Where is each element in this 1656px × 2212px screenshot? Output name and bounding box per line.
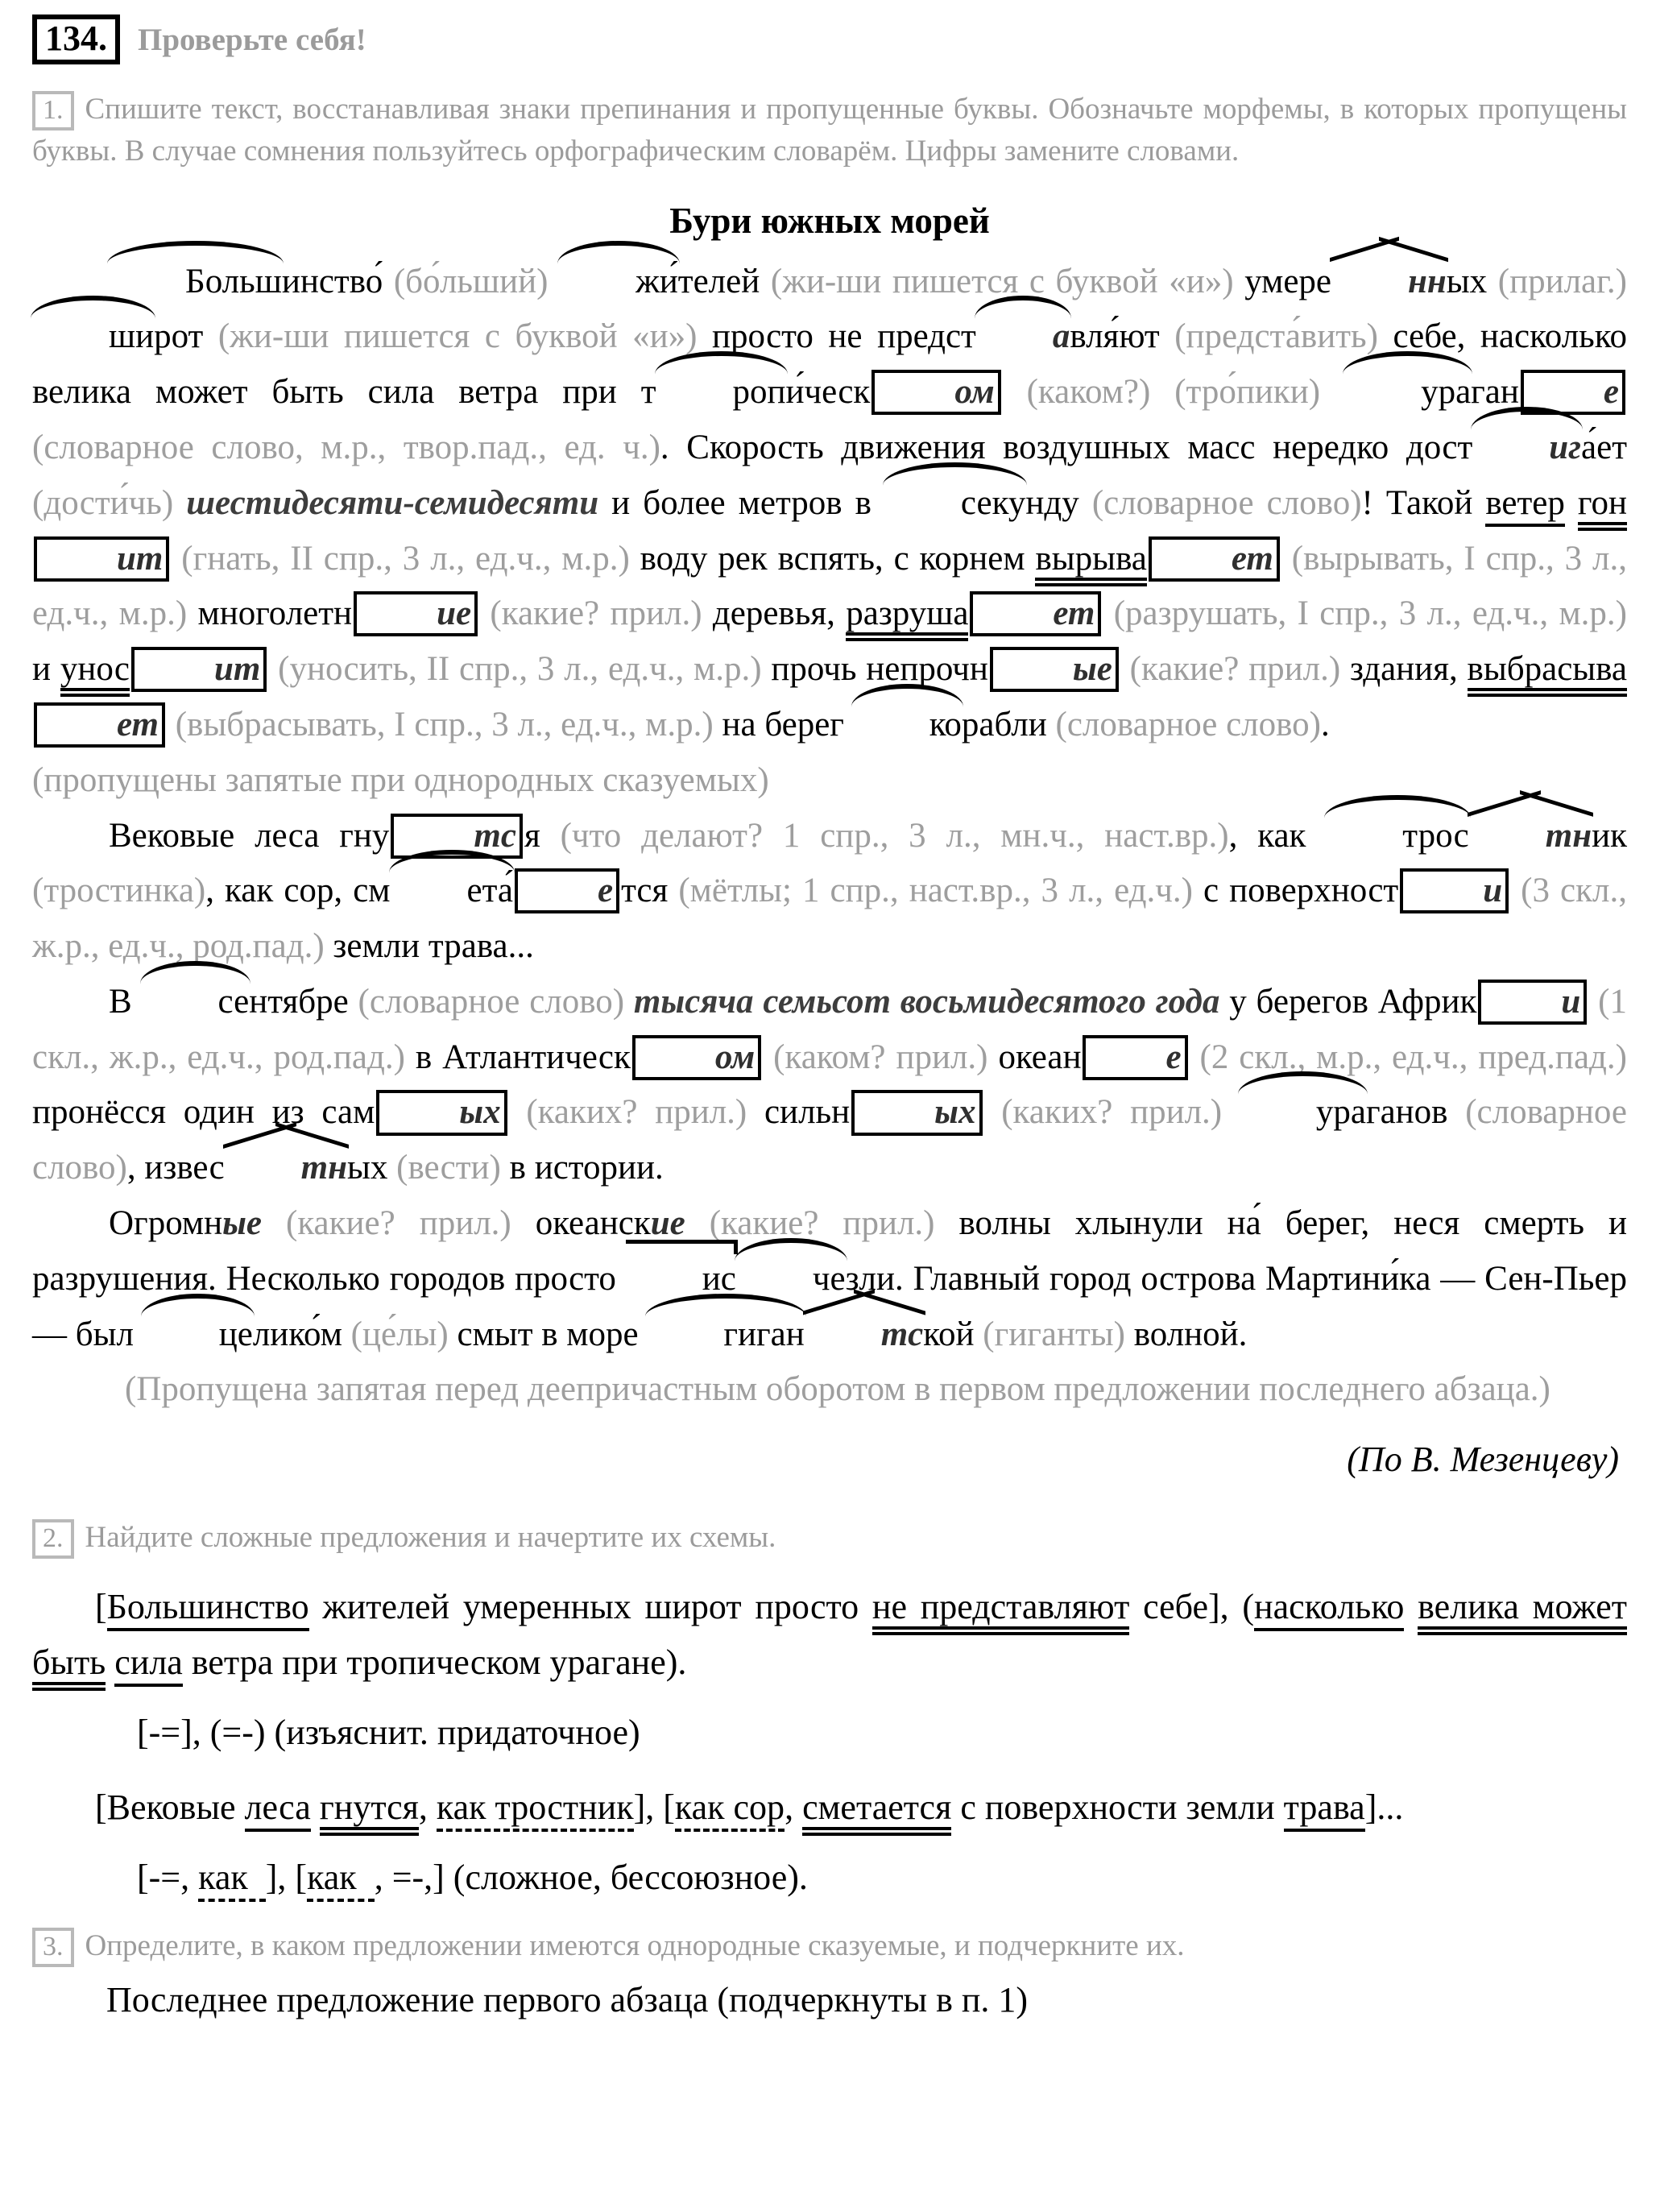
text-segment: жи́: [559, 255, 678, 310]
essay-paragraph-1: [32, 255, 1627, 753]
text-segment: [-=,: [137, 1857, 199, 1897]
annotation-text: (какие? прил.): [1120, 650, 1350, 689]
ending-box: ет: [1149, 536, 1280, 582]
text-segment: лико́м: [252, 1315, 342, 1353]
text-segment: разруша: [846, 594, 968, 641]
text-segment: т: [640, 373, 656, 412]
ending-box: ых: [851, 1090, 982, 1135]
annotation-text: (гиганты): [974, 1315, 1134, 1353]
ending-box: и: [1478, 980, 1587, 1025]
task1-instruction-text: Спишите текст, восстанавливая знаки препинания и пропущенные буквы. Обозначьте морфемы, в которых пропущены буквы. В случае сомнения пользуйтесь орфографическим словарём. Цифры замените словами.: [32, 93, 1627, 168]
text-segment: гон: [1578, 484, 1627, 531]
text-segment: , как сор,: [205, 872, 354, 910]
text-segment: см: [353, 872, 391, 910]
text-segment: ета́: [391, 864, 514, 919]
ending-box: ет: [34, 702, 165, 748]
text-segment: ,: [418, 1787, 437, 1827]
text-segment: сила: [114, 1642, 183, 1687]
text-segment: как тростник: [437, 1787, 634, 1832]
text-segment: дост: [1406, 428, 1473, 466]
text-segment: смыт в море: [457, 1315, 648, 1353]
text-segment: а: [976, 309, 1070, 365]
text-segment: тс: [805, 1307, 924, 1363]
text-segment: роп: [656, 365, 786, 420]
text-segment: [-=], (=-) (изъяснит. придаточное): [137, 1712, 640, 1752]
text-segment: трос: [1326, 809, 1468, 864]
ending-box: ом: [871, 370, 1000, 415]
text-segment: океанск: [535, 1204, 651, 1243]
task2-instruction: [32, 1517, 1627, 1559]
text-segment: рабли: [961, 705, 1047, 744]
text-segment: себе, насколько велика может быть сила ветра при: [32, 317, 1627, 412]
text-segment: у берегов Африк: [1219, 982, 1477, 1021]
text-segment: шестидесяти-семидесяти: [186, 483, 599, 522]
annotation-text: (выбрасывать, I спр., 3 л., ед.ч., м.р.): [166, 705, 722, 744]
text-segment: волны хлынули на́ берег, неся смерть и разрушения. Несколько городов просто: [32, 1204, 1627, 1298]
text-segment: се: [142, 975, 250, 1030]
task2-sentence-1: [32, 1580, 1627, 1689]
annotation-text: (мётлы; 1 спр., наст.вр., 3 л., ед.ч.): [668, 872, 1203, 910]
text-segment: [311, 1787, 320, 1827]
text-segment: нду: [1025, 483, 1079, 522]
text-segment: как сор: [675, 1787, 785, 1832]
annotation-text: (Пропущена запятая перед деепричастным оборотом в первом предложении последнего абзаца.): [125, 1370, 1550, 1409]
text-segment: ура: [1240, 1085, 1366, 1141]
text-segment: ган: [1471, 373, 1519, 412]
ending-box: ие: [354, 591, 478, 636]
annotation-text: (каких? прил.): [983, 1093, 1240, 1132]
task3-number-badge: 3.: [32, 1928, 74, 1967]
annotation-text: (словарное слово): [348, 982, 634, 1021]
text-segment: ], [: [633, 1787, 675, 1827]
text-segment: в Атлантическ: [415, 1038, 631, 1076]
text-segment: . Скорость движения воздушных масс нередко: [660, 428, 1406, 466]
text-segment: Огромн: [109, 1204, 223, 1243]
text-segment: ых: [347, 1149, 388, 1187]
text-segment: леса: [245, 1787, 311, 1832]
text-segment: ик: [1592, 816, 1627, 855]
text-segment: на берег: [722, 705, 853, 744]
text-segment: тся: [621, 872, 669, 910]
exercise-subtitle: Проверьте себя!: [138, 22, 366, 57]
text-segment: ветра при тропическом урагане).: [182, 1642, 687, 1682]
ending-box: ит: [34, 536, 169, 582]
ending-box: е: [515, 868, 619, 913]
text-segment: волной.: [1133, 1315, 1248, 1353]
annotation-text: (прилаг.): [1487, 262, 1627, 300]
annotation-text: (каком? прил.): [763, 1038, 999, 1076]
annotation-text: (предста́вить): [1159, 317, 1393, 356]
text-segment: жителей умеренных широт просто: [308, 1587, 872, 1627]
text-segment: ветер: [1485, 484, 1565, 527]
text-segment: трава: [1284, 1787, 1365, 1832]
text-segment: выбрасыва: [1468, 650, 1627, 697]
text-segment: кой: [923, 1315, 975, 1353]
text-segment: ура: [1344, 365, 1471, 420]
text-segment: инство́: [281, 262, 383, 300]
text-segment: , =-,] (сложное, бессоюзное).: [374, 1857, 808, 1897]
text-segment: че: [736, 1252, 846, 1307]
text-segment: тн: [1469, 809, 1592, 864]
essay-title: Бури южных морей: [669, 200, 990, 241]
text-segment: [106, 1642, 114, 1682]
text-segment: ых: [1446, 262, 1488, 300]
ending-box: ые: [990, 647, 1119, 692]
text-segment: тн: [225, 1141, 347, 1196]
text-segment: земли трава...: [333, 927, 534, 966]
text-segment: гнутся: [320, 1787, 419, 1836]
annotation-text: (вести): [387, 1149, 510, 1187]
text-segment: а́ет: [1581, 428, 1627, 466]
text-segment: предст: [877, 317, 976, 356]
text-segment: нтябре: [249, 982, 349, 1021]
text-segment: гиган: [647, 1307, 804, 1363]
task2-number-badge: 2.: [32, 1519, 74, 1559]
exercise-number-badge: 134.: [32, 14, 120, 64]
annotation-text: (словарное слово): [1078, 483, 1362, 522]
annotation-text: (словарное слово, м.р., твор.пад., ед. ч.): [32, 428, 660, 466]
annotation-text: (дости́чь): [32, 483, 187, 522]
ending-box: е: [1083, 1035, 1187, 1080]
text-segment: ганов: [1365, 1093, 1448, 1132]
text-segment: в истории.: [509, 1149, 664, 1187]
annotation-text: (жи-ши пишется с буквой «и»): [203, 317, 712, 356]
text-segment: ! Такой: [1361, 483, 1486, 522]
text-segment: насколько: [1254, 1587, 1404, 1631]
ending-box: ит: [131, 647, 267, 692]
text-segment: , как: [1228, 816, 1327, 855]
annotation-text: (что делают? 1 спр., 3 л., мн.ч., наст.вр.): [540, 816, 1229, 855]
text-segment: не представляют: [872, 1587, 1129, 1635]
annotation-text: (гнать, II спр., 3 л., ед.ч., м.р.): [171, 539, 640, 578]
essay-paragraph-4: [32, 1196, 1627, 1362]
ending-box: ых: [376, 1090, 507, 1135]
annotation-text: (какие? прил.): [685, 1204, 959, 1243]
text-segment: как: [198, 1858, 266, 1902]
text-segment: секу: [884, 476, 1025, 532]
annotation-text: (какие? прил.): [262, 1204, 536, 1243]
text-segment: вля́ют: [1070, 317, 1160, 356]
ending-box: е: [1521, 370, 1625, 415]
text-segment: Большинство: [107, 1587, 309, 1631]
annotation-text: (бо́льший): [383, 262, 560, 300]
text-segment: ко: [853, 698, 962, 753]
text-segment: [Вековые: [95, 1787, 245, 1827]
exercise-header: [32, 14, 1627, 64]
task2-scheme-1: [32, 1706, 1627, 1759]
punctuation-note-2: [32, 1362, 1627, 1418]
annotation-text: (жи-ши пишется с буквой «и»): [760, 262, 1245, 300]
ending-box: ет: [970, 591, 1101, 636]
annotation-text: (2 скл., м.р., ед.ч., пред.пад.): [1189, 1038, 1627, 1076]
text-segment: просто не: [712, 317, 878, 356]
text-segment: с поверхности земли: [951, 1787, 1284, 1827]
essay-paragraph-2: [32, 809, 1627, 975]
annotation-text: (словарное слово): [32, 1093, 1628, 1187]
text-segment: и более метров в: [598, 483, 884, 522]
task2-sentence-2: [32, 1780, 1627, 1835]
text-segment: [1565, 484, 1578, 522]
task3-answer: Последнее предложение первого абзаца (подчеркнуты в п. 1): [106, 1980, 1029, 2020]
text-segment: с поверхност: [1203, 872, 1399, 910]
text-segment: и: [32, 650, 60, 689]
ending-box: и: [1400, 868, 1509, 913]
text-segment: себе], (: [1129, 1587, 1255, 1627]
annotation-text: (тростинка): [32, 872, 206, 910]
text-segment: [: [95, 1587, 107, 1627]
text-segment: тысяча семьсот восьмидесятого года: [633, 982, 1220, 1021]
text-segment: сильн: [764, 1093, 851, 1132]
text-segment: прочь непрочн: [771, 650, 988, 689]
text-segment: деревья,: [712, 594, 847, 633]
annotation-text: (вырывать, I спр., 3 л., ед.ч., м.р.): [32, 539, 1627, 633]
task3-instruction-text: Определите, в каком предложении имеются однородные сказуемые, и подчеркните их.: [85, 1928, 1185, 1962]
text-segment: Больш: [109, 255, 282, 310]
text-segment: нн: [1331, 255, 1447, 310]
annotation-text: (уносить, II спр., 3 л., ед.ч., м.р.): [268, 650, 772, 689]
text-segment: телей: [677, 262, 760, 300]
text-segment: извес: [144, 1149, 225, 1187]
annotation-text: (пропущены запятые при однородных сказуемых): [32, 760, 769, 799]
text-segment: я: [524, 816, 540, 855]
author-attribution: (По В. Мезенцеву): [1347, 1439, 1619, 1480]
text-segment: Вековые леса гну: [109, 816, 390, 855]
text-segment: здания,: [1350, 650, 1468, 689]
ending-box: ом: [632, 1035, 761, 1080]
text-segment: унос: [60, 650, 130, 697]
text-segment: вырыва: [1035, 540, 1146, 586]
text-segment: В: [109, 982, 142, 1021]
annotation-text: (каких? прил.): [508, 1093, 764, 1132]
annotation-text: (какие? прил.): [479, 594, 713, 633]
text-segment: ие: [650, 1204, 685, 1243]
text-segment: воду рек вспять, с корнем: [640, 539, 1036, 578]
task1-instruction: [32, 89, 1627, 172]
text-segment: ,: [126, 1149, 145, 1187]
text-segment: велика может быть: [32, 1587, 1627, 1690]
task2-scheme-2: [32, 1851, 1627, 1904]
text-segment: . Главный город острова Мартини́ка — Сен-Пьер — был: [32, 1259, 1627, 1353]
text-segment: ]...: [1364, 1787, 1404, 1827]
text-segment: многолетн: [197, 594, 353, 633]
text-segment: и́ческ: [785, 373, 871, 412]
annotation-text: (тро́пики): [1174, 373, 1345, 412]
text-segment: [1404, 1587, 1418, 1626]
text-segment: умере: [1244, 262, 1332, 300]
text-segment: иг: [1472, 420, 1581, 476]
annotation-text: (1 скл., ж.р., ед.ч., род.пад.): [32, 982, 1628, 1076]
text-segment: пронёсся один из сам: [32, 1093, 375, 1132]
text-segment: зли: [845, 1259, 896, 1298]
annotation-text: (3 скл., ж.р., ед.ч., род.пад.): [32, 872, 1627, 966]
text-segment: ис: [626, 1252, 736, 1307]
task3-instruction: [32, 1925, 1627, 1967]
task1-number-badge: 1.: [32, 91, 74, 130]
text-segment: ,: [785, 1787, 803, 1827]
text-segment: сметается: [802, 1787, 951, 1836]
text-segment: как: [307, 1858, 375, 1902]
task2-instruction-text: Найдите сложные предложения и начертите их схемы.: [85, 1521, 776, 1555]
text-segment: ые: [222, 1204, 263, 1243]
text-segment: рот: [154, 317, 204, 356]
essay-paragraph-3: [32, 975, 1627, 1196]
text-segment: ши: [32, 309, 154, 365]
text-segment: океан: [998, 1038, 1082, 1076]
annotation-text: (словарное слово): [1046, 705, 1321, 744]
annotation-text: (каком?): [1002, 373, 1175, 412]
annotation-text: (разрушать, I спр., 3 л., ед.ч., м.р.): [1103, 594, 1627, 633]
text-segment: ], [: [265, 1857, 308, 1897]
ending-box: тс: [391, 814, 523, 859]
text-segment: це: [143, 1307, 253, 1363]
text-segment: .: [1320, 705, 1330, 744]
annotation-text: (це́лы): [342, 1315, 457, 1353]
